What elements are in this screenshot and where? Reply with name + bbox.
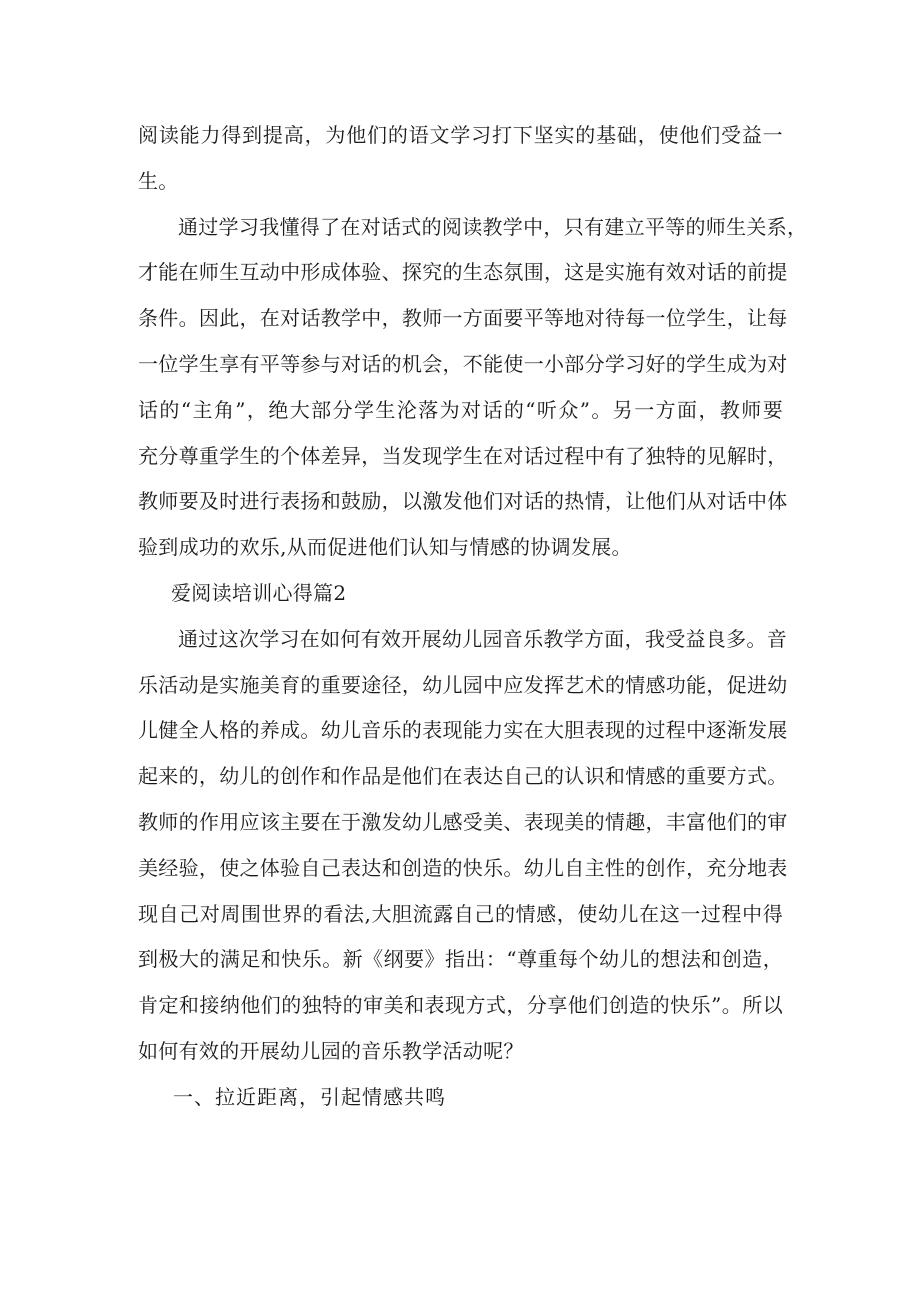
text-line: 如何有效的开展幼儿园的音乐教学活动呢？ <box>138 1038 524 1063</box>
text-line: 起来的，幼儿的创作和作品是他们在表达自己的认识和情感的重要方式。 <box>138 764 788 789</box>
text-line: 爱阅读培训心得篇2 <box>171 580 347 605</box>
text-line: 才能在师生互动中形成体验、探究的生态氛围，这是实施有效对话的前提 <box>138 260 788 285</box>
text-line: 一位学生享有平等参与对话的机会，不能使一小部分学习好的学生成为对 <box>138 351 788 376</box>
text-line: 教师的作用应该主要在于激发幼儿感受美、表现美的情趣，丰富他们的审 <box>138 809 788 834</box>
text-line: 到极大的满足和快乐。新《纲要》指出：“尊重每个幼儿的想法和创造， <box>138 947 783 972</box>
text-line: 通过这次学习在如何有效开展幼儿园音乐教学方面，我受益良多。音 <box>178 626 787 651</box>
text-line: 现自己对周围世界的看法,大胆流露自己的情感，使幼儿在这一过程中得 <box>138 901 783 926</box>
text-line: 教师要及时进行表扬和鼓励，以激发他们对话的热情，让他们从对话中体 <box>138 489 788 514</box>
text-line: 一、拉近距离，引起情感共鸣 <box>173 1084 446 1109</box>
text-line: 话的“主角”，绝大部分学生沦落为对话的“听众”。另一方面，教师要 <box>138 397 783 422</box>
text-line: 乐活动是实施美育的重要途径，幼儿园中应发挥艺术的情感功能，促进幼 <box>138 672 788 697</box>
text-line: 美经验，使之体验自己表达和创造的快乐。幼儿自主性的创作，充分地表 <box>138 855 788 880</box>
document-body <box>138 113 808 1121</box>
text-line: 充分尊重学生的个体差异，当发现学生在对话过程中有了独特的见解时， <box>138 443 788 468</box>
text-line: 条件。因此，在对话教学中，教师一方面要平等地对待每一位学生，让每 <box>138 306 788 331</box>
article-title <box>138 571 783 617</box>
paragraph-dialogue-teaching <box>138 205 808 571</box>
text-line: 通过学习我懂得了在对话式的阅读教学中，只有建立平等的师生关系， <box>178 214 808 239</box>
paragraph-continuation <box>138 113 783 205</box>
text-line: 肯定和接纳他们的独特的审美和表现方式，分享他们创造的快乐”。所以 <box>138 993 783 1018</box>
text-line: 儿健全人格的养成。幼儿音乐的表现能力实在大胆表现的过程中逐渐发展 <box>138 718 788 743</box>
text-line: 阅读能力得到提高，为他们的语文学习打下坚实的基础，使他们受益一 <box>138 123 783 147</box>
section-heading <box>138 1075 783 1121</box>
text-line: 生。 <box>138 168 179 193</box>
paragraph-music-teaching <box>138 617 788 1075</box>
text-line: 验到成功的欢乐,从而促进他们认知与情感的协调发展。 <box>138 535 632 560</box>
